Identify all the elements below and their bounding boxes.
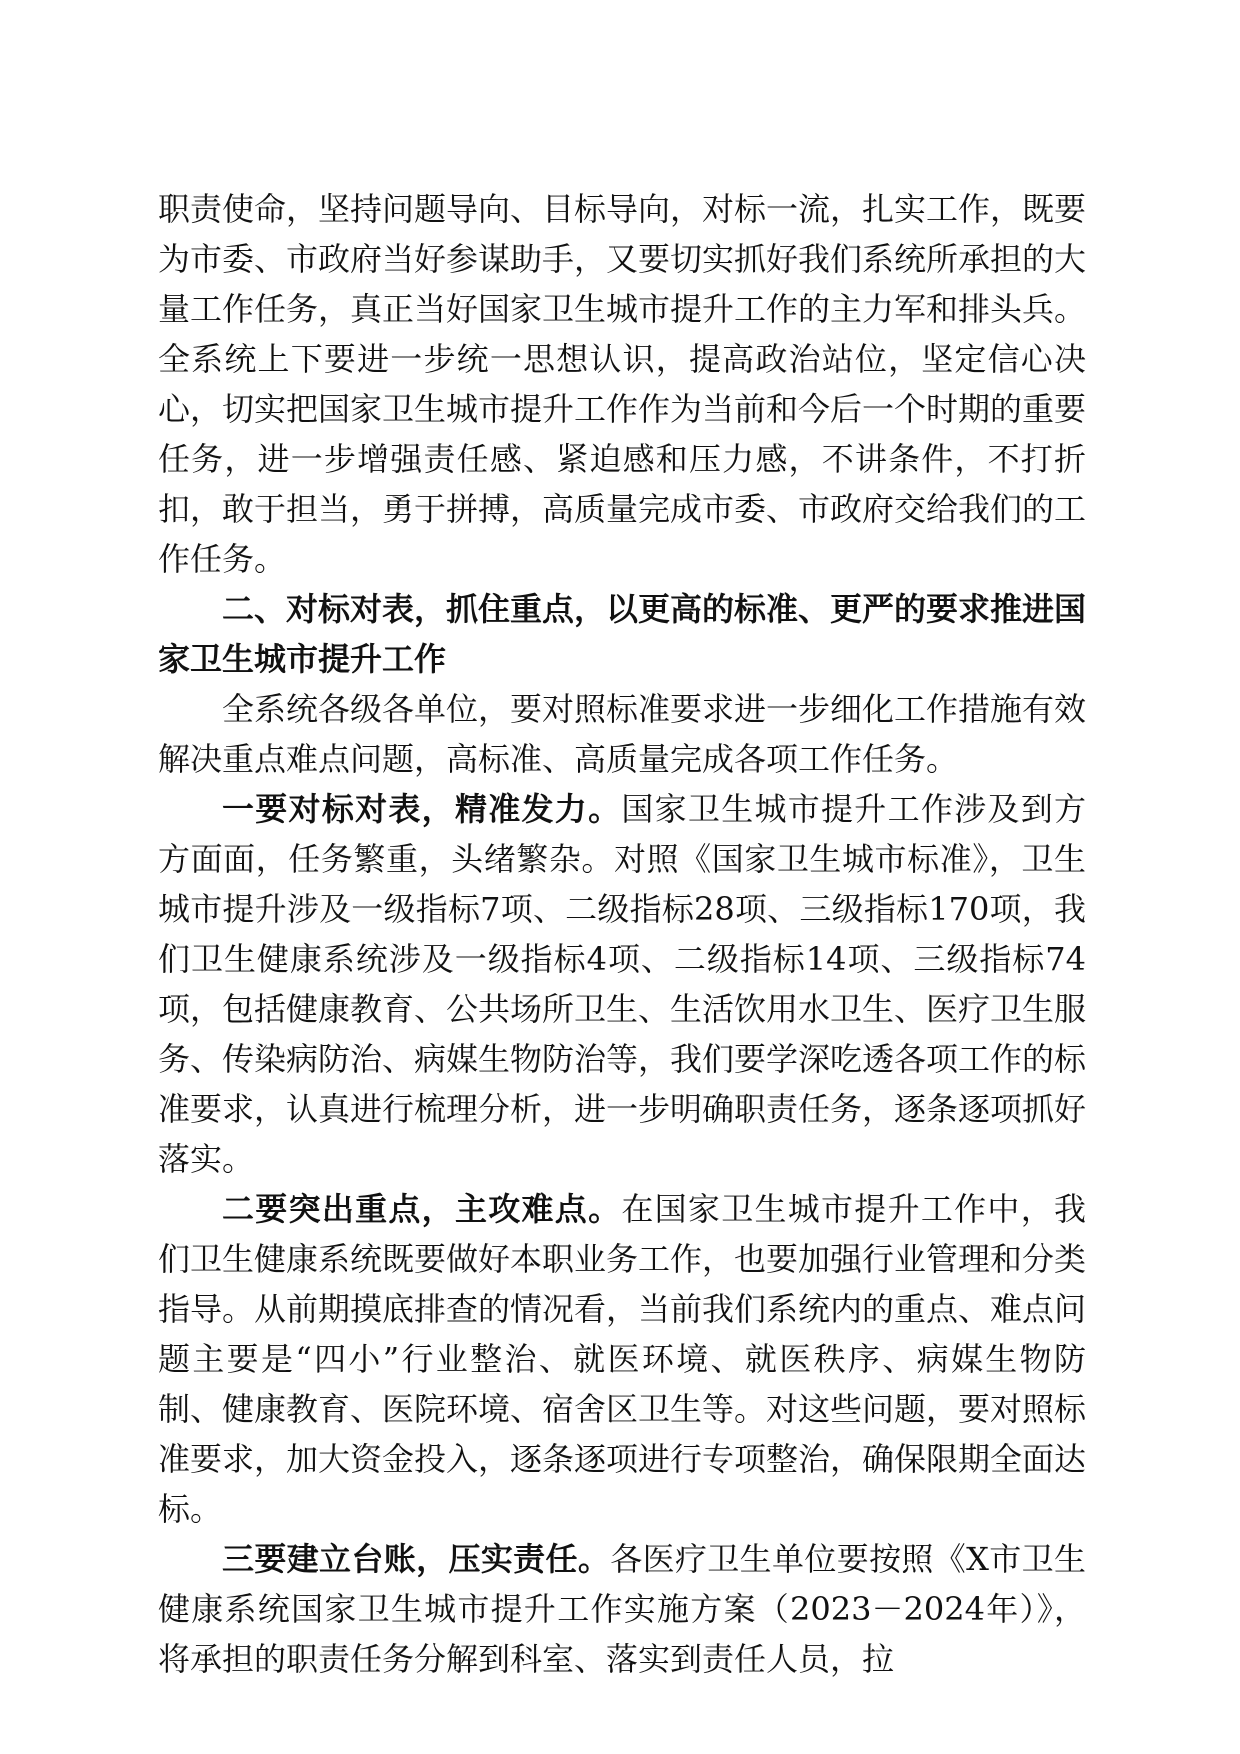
paragraph-intro bbox=[158, 684, 1086, 784]
paragraph-text: 在国家卫生城市提升工作中，我们卫生健康系统既要做好本职业务工作，也要加强行业管理和分类指导。从前期摸底排查的情况看，当前我们系统内的重点、难点问题主要是“四小”行业整治、就医环境、就医秩序、病媒生物防制、健康教育、医院环境、宿舍区卫生等。对这些问题，要对照标准要求，加大资金投入，逐条逐项进行专项整治，确保限期全面达标。 bbox=[158, 1190, 1087, 1528]
paragraph-point-3 bbox=[158, 1534, 1086, 1684]
document-page bbox=[158, 184, 1086, 1684]
paragraph-text: 职责使命，坚持问题导向、目标导向，对标一流，扎实工作，既要为市委、市政府当好参谋助手，又要切实抓好我们系统所承担的大量工作任务，真正当好国家卫生城市提升工作的主力军和排头兵。全系统上下要进一步统一思想认识，提高政治站位，坚定信心决心，切实把国家卫生城市提升工作作为当前和今后一个时期的重要任务，进一步增强责任感、紧迫感和压力感，不讲条件，不打折扣，敢于担当，勇于拼搏，高质量完成市委、市政府交给我们的工作任务。 bbox=[158, 190, 1087, 578]
section-heading bbox=[158, 584, 1086, 684]
paragraph-point-1 bbox=[158, 784, 1086, 1184]
paragraph-text: 国家卫生城市提升工作涉及到方方面面，任务繁重，头绪繁杂。对照《国家卫生城市标准》，卫生城市提升涉及一级指标7项、二级指标28项、三级指标170项，我们卫生健康系统涉及一级指标4项、二级指标14项、三级指标74项，包括健康教育、公共场所卫生、生活饮用水卫生、医疗卫生服务、传染病防治、病媒生物防治等，我们要学深吃透各项工作的标准要求，认真进行梳理分析，进一步明确职责任务，逐条逐项抓好落实。 bbox=[158, 790, 1087, 1178]
point-lead: 三要建立台账，压实责任。 bbox=[222, 1540, 611, 1578]
paragraph-point-2 bbox=[158, 1184, 1086, 1534]
paragraph-text: 各医疗卫生单位要按照《X市卫生健康系统国家卫生城市提升工作实施方案（2023－2024年）》，将承担的职责任务分解到科室、落实到责任人员，拉 bbox=[158, 1540, 1086, 1678]
point-lead: 一要对标对表，精准发力。 bbox=[222, 790, 622, 828]
heading-text: 二、对标对表，抓住重点，以更高的标准、更严的要求推进国家卫生城市提升工作 bbox=[158, 590, 1087, 678]
paragraph-continuation bbox=[158, 184, 1086, 584]
paragraph-text: 全系统各级各单位，要对照标准要求进一步细化工作措施有效解决重点难点问题，高标准、高质量完成各项工作任务。 bbox=[158, 690, 1087, 778]
point-lead: 二要突出重点，主攻难点。 bbox=[222, 1190, 622, 1228]
